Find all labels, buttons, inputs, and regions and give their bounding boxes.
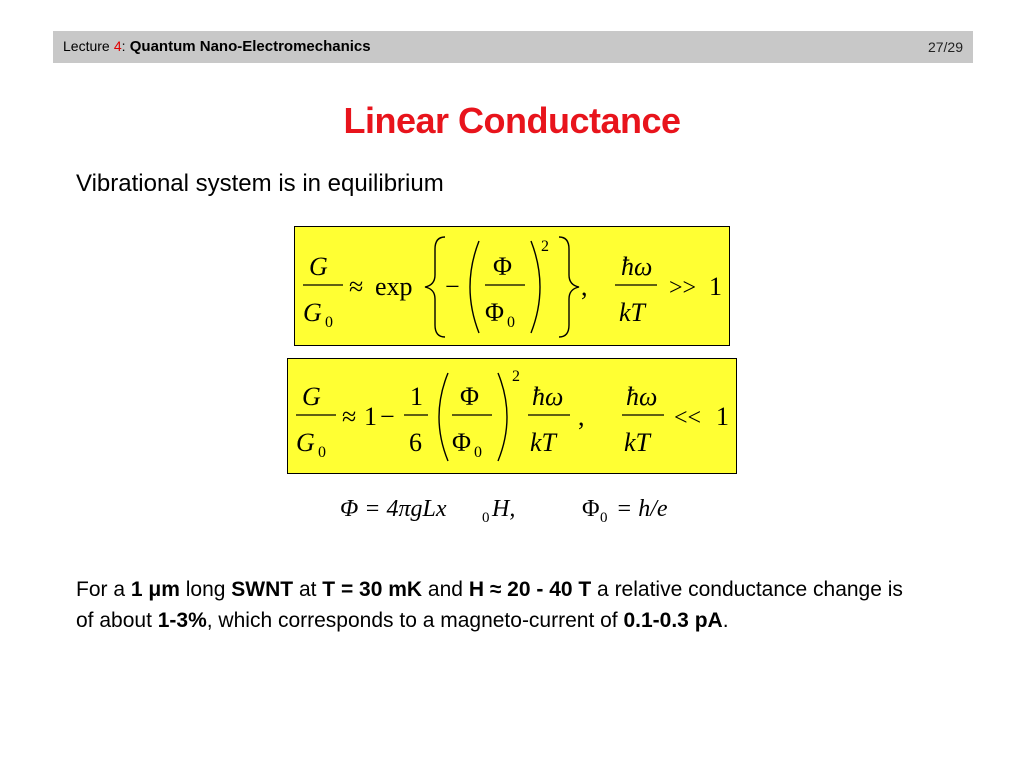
eq2-phi: Φ — [460, 382, 480, 411]
eq2-minus: − — [380, 402, 395, 431]
para-text-2: long — [179, 578, 232, 601]
eq1-G: G — [309, 252, 328, 281]
eq1-G0-sub: 0 — [325, 314, 333, 331]
eq3-x-sub: 0 — [482, 510, 490, 526]
para-length: 1 μm — [130, 578, 180, 601]
eq1-minus: − — [445, 272, 460, 301]
equation-low-temp — [288, 359, 736, 473]
slide-header — [53, 31, 973, 63]
para-change: 1-3% — [157, 609, 207, 632]
eq2-G: G — [302, 382, 321, 411]
eq1-comma: , — [581, 272, 588, 301]
eq1-kT: kT — [619, 298, 645, 327]
para-temperature: T = 30 mK — [322, 578, 423, 601]
equation-high-temp-box — [294, 226, 730, 346]
eq2-kT: kT — [530, 428, 556, 457]
eq3-rhs: = h/e — [616, 496, 668, 522]
slide-subtitle: Vibrational system is in equilibrium — [76, 170, 444, 197]
eq1-right-paren — [531, 241, 540, 333]
eq3-phi0: Φ — [582, 496, 600, 522]
eq2-hbar-omega-2: ħω — [626, 382, 658, 411]
eq1-phi0-sub: 0 — [507, 314, 515, 331]
slide-title: Linear Conductance — [343, 100, 681, 141]
eq2-left-paren — [439, 373, 448, 461]
eq1-one: 1 — [709, 272, 722, 301]
eq1-power: 2 — [541, 238, 549, 255]
para-text-5: a relative conductance change is of about — [76, 578, 903, 632]
eq2-power: 2 — [512, 368, 520, 385]
eq2-rhs: 1 — [716, 402, 729, 431]
eq1-hbar-omega: ħω — [621, 252, 653, 281]
eq2-relation: << — [674, 405, 702, 431]
flux-definition-svg — [330, 488, 710, 528]
conclusion-paragraph — [76, 574, 916, 636]
eq2-right-paren — [498, 373, 507, 461]
eq2-G0: G — [296, 428, 315, 457]
eq2-one: 1 — [364, 402, 377, 431]
eq3-phi0-sub: 0 — [600, 510, 608, 526]
lecture-number: 4 — [113, 38, 122, 54]
eq1-phi: Φ — [493, 252, 513, 281]
eq1-left-paren — [470, 241, 479, 333]
para-field: H ≈ 20 - 40 T — [468, 578, 592, 601]
para-text-1: For a — [76, 578, 131, 601]
eq2-denominator: 6 — [409, 428, 422, 457]
lecture-title — [63, 38, 371, 55]
eq1-exp: exp — [375, 272, 413, 301]
eq1-approx: ≈ — [349, 272, 364, 301]
eq1-left-brace — [425, 237, 445, 337]
para-text-3: at — [293, 578, 323, 601]
eq1-relation: >> — [669, 275, 697, 301]
eq2-G0-sub: 0 — [318, 444, 326, 461]
eq3-H: H, — [492, 496, 516, 522]
eq1-G0: G — [303, 298, 322, 327]
eq3-lhs: Φ = 4πgLx — [340, 496, 447, 522]
eq2-phi0-sub: 0 — [474, 444, 482, 461]
eq1-phi0: Φ — [485, 298, 505, 327]
eq2-comma: , — [578, 402, 585, 431]
eq2-numerator: 1 — [410, 382, 423, 411]
para-text-6: , which corresponds to a magneto-current of — [206, 609, 624, 632]
equation-high-temp — [295, 227, 729, 345]
para-text-4: and — [422, 578, 469, 601]
lecture-colon: : — [121, 38, 126, 54]
para-swnt: SWNT — [231, 578, 294, 601]
lecture-label: Lecture — [63, 38, 110, 54]
eq1-right-brace — [559, 237, 579, 337]
equation-low-temp-box — [287, 358, 737, 474]
eq2-phi0: Φ — [452, 428, 472, 457]
eq2-approx: ≈ — [342, 402, 357, 431]
course-title: Quantum Nano-Electromechanics — [129, 38, 371, 55]
flux-definition-equation — [330, 488, 710, 533]
para-text-7: . — [722, 609, 729, 632]
eq2-kT-2: kT — [624, 428, 650, 457]
page-number: 27/29 — [927, 39, 963, 55]
eq2-hbar-omega: ħω — [532, 382, 564, 411]
para-current: 0.1-0.3 pA — [623, 609, 723, 632]
